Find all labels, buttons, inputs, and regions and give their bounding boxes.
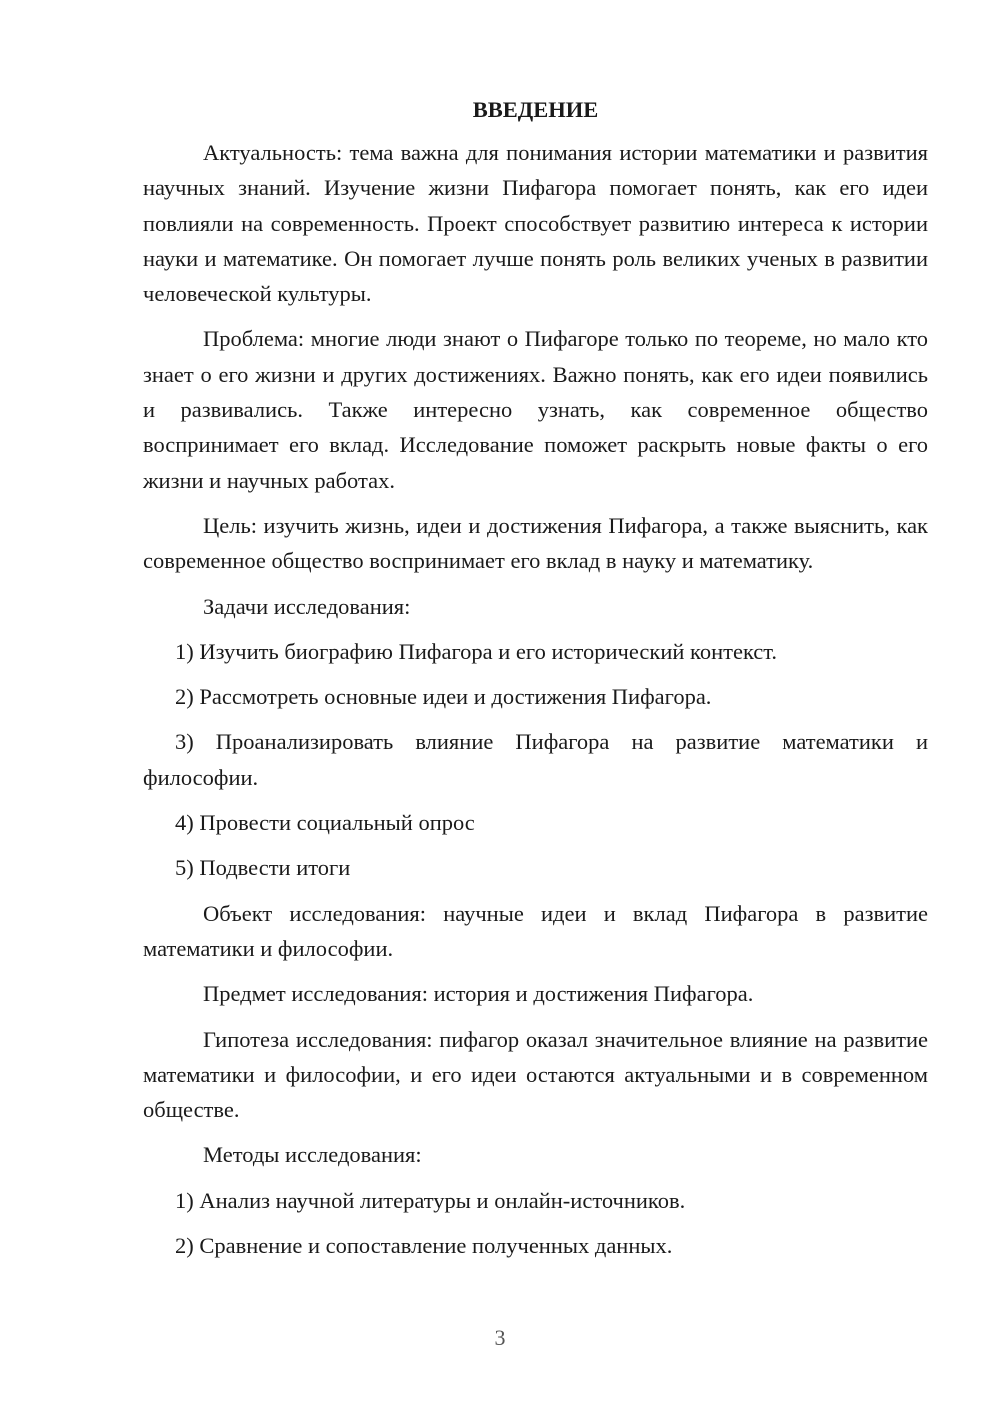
- task-item: 2) Рассмотреть основные идеи и достижения Пифагора.: [175, 684, 712, 710]
- object-paragraph: Объект исследования: научные идеи и вклад Пифагора в развитие математики и философии.: [143, 900, 928, 961]
- task-item: 5) Подвести итоги: [175, 855, 351, 881]
- subject-paragraph: Предмет исследования: история и достижения Пифагора.: [203, 981, 754, 1007]
- tasks-title: Задачи исследования:: [203, 593, 411, 619]
- relevance-paragraph: Актуальность: тема важна для понимания истории математики и развития научных знаний. Изучение жизни Пифагора помогает понять, как его идеи повлияли на современность. Проект способствует развитию интереса к истории науки и математике. Он помогает лучше понять роль великих ученых в развитии человеческой культуры.: [143, 140, 928, 307]
- method-item: 1) Анализ научной литературы и онлайн-источников.: [175, 1187, 686, 1213]
- task-item: 3) Проанализировать влияние Пифагора на развитие математики и философии.: [143, 729, 928, 790]
- method-item: 2) Сравнение и сопоставление полученных данных.: [175, 1233, 673, 1259]
- page-heading: ВВЕДЕНИЕ: [472, 97, 599, 122]
- problem-paragraph: Проблема: многие люди знают о Пифагоре только по теореме, но мало кто знает о его жизни и других достижениях. Важно понять, как его идеи появились и развивались. Также интересно узнать, как современное общество воспринимает его вклад. Исследование поможет раскрыть новые факты о его жизни и научных работах.: [143, 326, 928, 493]
- page-content: [143, 92, 928, 1273]
- task-item: 4) Провести социальный опрос: [175, 810, 475, 836]
- task-item: 1) Изучить биографию Пифагора и его исторический контекст.: [175, 638, 778, 664]
- page-number: 3: [494, 1325, 506, 1350]
- goal-paragraph: Цель: изучить жизнь, идеи и достижения Пифагора, а также выяснить, как современное общество воспринимает его вклад в науку и математику.: [143, 512, 928, 574]
- hypothesis-paragraph: Гипотеза исследования: пифагор оказал значительное влияние на развитие математики и философии, и его идеи остаются актуальными и в современном обществе.: [143, 1026, 928, 1123]
- methods-title: Методы исследования:: [203, 1142, 422, 1168]
